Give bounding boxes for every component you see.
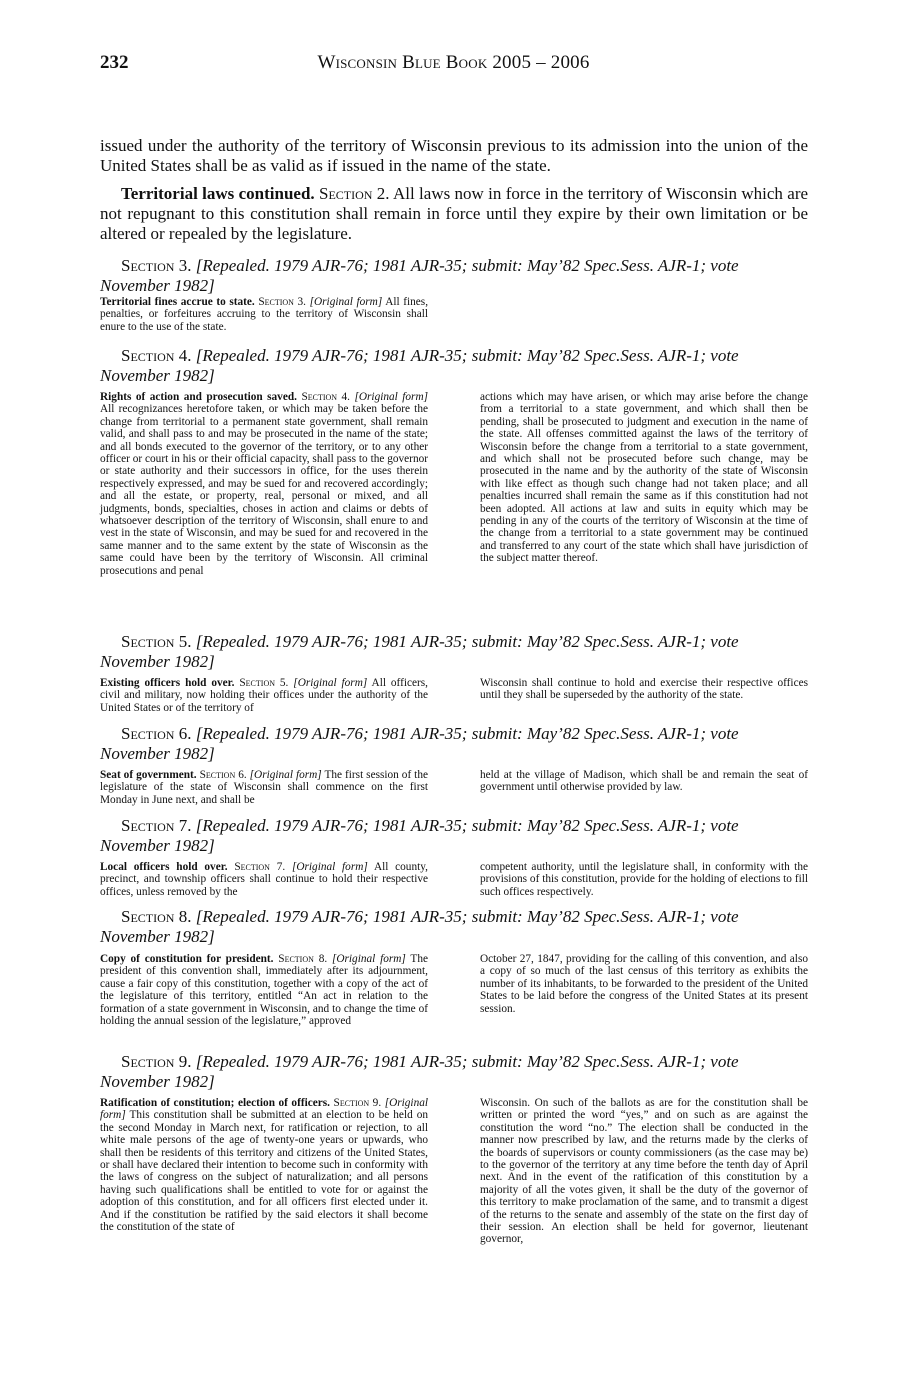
note-right-column: Wisconsin shall continue to hold and exercise their respective offices until they shall be superseded by the authority of the state. <box>480 677 808 702</box>
section-2-paragraph <box>100 184 808 244</box>
note-right-column: October 27, 1847, providing for the calling of this convention, and also a copy of so much of the last census of this territory as exhibits the number of its inhabitants, to be forwarded to the president of the United States to be laid before the congress of the United States at its present session. <box>480 953 808 1015</box>
original-form: [Original form] <box>309 296 383 308</box>
note-right-column: held at the village of Madison, which shall be and remain the seat of government until otherwise provided by law. <box>480 769 808 794</box>
note-section: Section 9. <box>333 1097 382 1109</box>
section-label: Section 9. <box>121 1052 192 1071</box>
note-title: Seat of government. <box>100 769 197 781</box>
section-9-heading <box>100 1052 808 1092</box>
section-5-note <box>100 677 808 714</box>
note-section: Section 5. <box>239 677 289 689</box>
note-section: Section 6. <box>199 769 247 781</box>
repealed-note: [Repealed. 1979 AJR-76; 1981 AJR-35; submit: May’82 Spec.Sess. AJR-1; vote November 1982] <box>100 346 739 385</box>
note-text: All county, precinct, and township officers shall continue to hold their respective offices, unless removed by the <box>100 861 428 898</box>
note-text: All fines, penalties, or forfeitures accruing to the territory of Wisconsin shall enure to the use of the state. <box>100 296 429 333</box>
note-text: All officers, civil and military, now holding their offices under the authority of the United States or of the territory of <box>100 677 428 714</box>
section-2-text: All laws now in force in the territory of Wisconsin which are not repugnant to this constitution shall remain in force until they expire by their own limitation or be altered or repealed by the legislature. <box>100 184 809 243</box>
note-left-column <box>100 953 428 1027</box>
repealed-note: [Repealed. 1979 AJR-76; 1981 AJR-35; submit: May’82 Spec.Sess. AJR-1; vote November 1982] <box>100 907 739 946</box>
section-3-heading <box>100 256 808 296</box>
intro-paragraph: issued under the authority of the territory of Wisconsin previous to its admission into the union of the United States shall be as valid as if issued in the name of the state. <box>100 136 808 175</box>
note-title: Copy of constitution for president. <box>100 953 274 965</box>
note-title: Existing officers hold over. <box>100 677 235 689</box>
repealed-note: [Repealed. 1979 AJR-76; 1981 AJR-35; submit: May’82 Spec.Sess. AJR-1; vote November 1982] <box>100 1052 739 1091</box>
note-right-column: competent authority, until the legislature shall, in conformity with the provisions of this constitution, provide for the holding of elections to fill such offices respectively. <box>480 861 808 898</box>
page-number: 232 <box>100 52 129 73</box>
note-title: Rights of action and prosecution saved. <box>100 391 297 403</box>
note-left-column <box>100 1097 428 1246</box>
note-title: Local officers hold over. <box>100 861 228 873</box>
original-form: [Original form] <box>354 391 429 403</box>
section-6-heading <box>100 724 808 764</box>
note-right-column: Wisconsin. On such of the ballots as are for the constitution shall be written or printed the word “yes,” and on such as are against the constitution the word “no.” The election shall be conducted in the manner now prescribed by law, and the returns made by the clerks of the boards of supervisors or county commissioners (as the case may be) to the governor of the territory at any time before the tenth day of April next. And in the event of the ratification of this constitution by a majority of all the votes given, it shall be the duty of the governor of this territory to make proclamation of the same, and to transmit a digest of the returns to the senate and assembly of the state on the first day of their session. An election shall be held for governor, lieutenant governor, <box>480 1097 808 1246</box>
note-left-column <box>100 769 428 806</box>
original-form: [Original form] <box>293 677 368 689</box>
note-paragraph <box>100 296 428 333</box>
section-label: Section 6. <box>121 724 192 743</box>
section-label: Section 4. <box>121 346 192 365</box>
note-section: Section 3. <box>258 296 307 308</box>
note-left-column <box>100 677 428 714</box>
note-left-column <box>100 391 428 577</box>
section-6-note <box>100 769 808 806</box>
note-text: The president of this convention shall, immediately after its adjournment, cause a fair copy of this constitution, together with a copy of the act of the legislature of this territory, entitled “An act in relation to the formation of a state government in Wisconsin, and to change the time of holding the annual session of the legislature,” approved <box>100 953 428 1028</box>
section-2-heading: Territorial laws continued. <box>121 184 315 203</box>
section-2-label: Section 2. <box>319 184 390 203</box>
section-8-note <box>100 953 808 1027</box>
original-form: [Original form] <box>249 769 322 781</box>
original-form: [Original form] <box>291 861 368 873</box>
section-4-note <box>100 391 808 577</box>
original-form: [Original form] <box>331 953 406 965</box>
note-section: Section 8. <box>278 953 328 965</box>
original-form: [Original form] <box>100 1097 428 1122</box>
note-text: This constitution shall be submitted at an election to be held on the second Monday in March next, for ratification or rejection, to all white male persons of the age of twenty-one years or upwards, who shall then be residents of this territory and citizens of the United States, or shall have declared their intention to become such in conformity with the laws of congress on the subject of naturalization; and all persons having such qualifications shall be entitled to vote for or against the adoption of this constitution, and for all officers first elected under it. And if the constitution be ratified by the said electors it shall become the constitution of the state of <box>100 1109 428 1234</box>
note-left-column <box>100 861 428 898</box>
note-title: Territorial fines accrue to state. <box>100 296 255 308</box>
repealed-note: [Repealed. 1979 AJR-76; 1981 AJR-35; submit: May’82 Spec.Sess. AJR-1; vote November 1982] <box>100 256 739 295</box>
repealed-note: [Repealed. 1979 AJR-76; 1981 AJR-35; submit: May’82 Spec.Sess. AJR-1; vote November 1982] <box>100 632 739 671</box>
note-text: The first session of the legislature of the state of Wisconsin shall commence on the first Monday in June next, and shall be <box>100 769 428 806</box>
note-right-column: actions which may have arisen, or which may arise before the change from a territorial to a state government, and which shall then be pending, shall be prosecuted to judgment and execution in the name of the state. All offenses committed against the laws of the territory of Wisconsin before the change from a territorial to a state government, and which shall not be prosecuted before such change, may be prosecuted in the name and by the authority of the state of Wisconsin with like effect as though such change had not taken place; and all penalties incurred shall remain the same as if this constitution had not been adopted. All actions at law and suits in equity which may be pending in any of the courts of the territory of Wisconsin at the time of the change from a territorial to a state government may be continued and transferred to any court of the state which shall have jurisdiction of the subject matter thereof. <box>480 391 808 565</box>
section-7-heading <box>100 816 808 856</box>
note-section: Section 4. <box>301 391 350 403</box>
section-2-block <box>100 184 808 244</box>
section-7-note <box>100 861 808 898</box>
section-label: Section 8. <box>121 907 192 926</box>
note-title: Ratification of constitution; election of officers. <box>100 1097 331 1109</box>
running-head: Wisconsin Blue Book 2005 – 2006 <box>317 52 590 73</box>
section-3-note <box>100 296 808 333</box>
section-label: Section 3. <box>121 256 192 275</box>
section-9-note <box>100 1097 808 1246</box>
section-label: Section 7. <box>121 816 192 835</box>
note-text: All recognizances heretofore taken, or which may be taken before the change from territorial to a permanent state government, shall remain valid, and shall pass to and may be prosecuted in the name of the state; and all bonds executed to the governor of the territory, or to any other officer or court in his or their official capacity, shall pass to the governor or state authority and their successors in office, for the uses therein respectively expressed, and may be sued for and recovered accordingly; and all the estate, or property, real, personal or mixed, and all judgments, bonds, specialties, choses in action and claims or debts of whatsoever description of the territory of Wisconsin, shall enure to and vest in the state of Wisconsin, and may be sued for and recovered in the same manner and to the same extent by the state of Wisconsin as the same could have been by the territory of Wisconsin. All criminal prosecutions and penal <box>100 403 428 577</box>
repealed-note: [Repealed. 1979 AJR-76; 1981 AJR-35; submit: May’82 Spec.Sess. AJR-1; vote November 1982] <box>100 816 739 855</box>
section-5-heading <box>100 632 808 672</box>
section-8-heading <box>100 907 808 947</box>
section-4-heading <box>100 346 808 386</box>
section-label: Section 5. <box>121 632 192 651</box>
note-section: Section 7. <box>234 861 286 873</box>
repealed-note: [Repealed. 1979 AJR-76; 1981 AJR-35; submit: May’82 Spec.Sess. AJR-1; vote November 1982] <box>100 724 739 763</box>
intro-block <box>100 136 808 176</box>
